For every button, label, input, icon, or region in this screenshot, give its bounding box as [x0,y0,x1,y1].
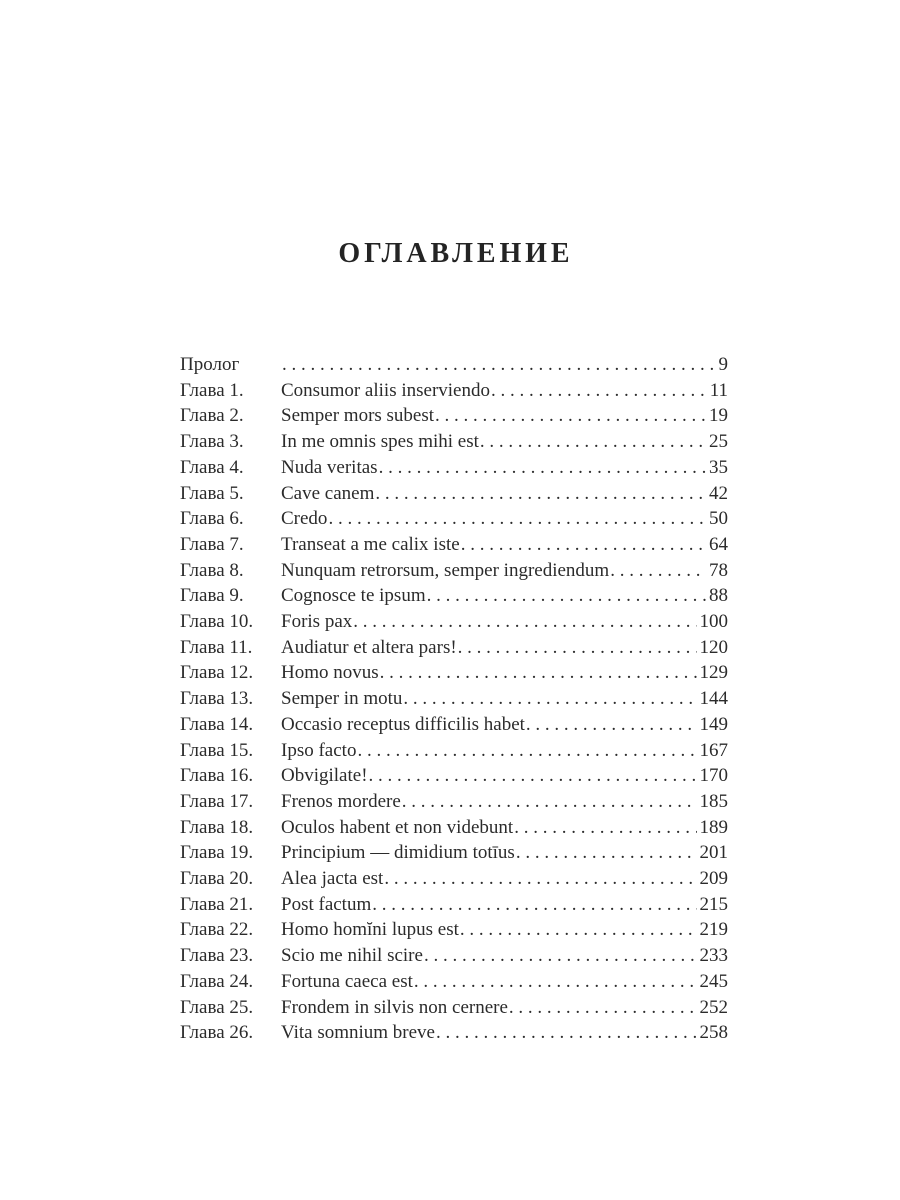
toc-entry [180,429,728,455]
toc-entry-page-number: 185 [699,790,728,812]
toc-entry [180,789,728,815]
toc-entry-title: Ipso facto [281,739,357,761]
toc-entry-page-number: 9 [718,354,728,375]
toc-entry-title: Nunquam retrorsum, semper ingrediendum [281,559,610,581]
toc-entry-title: Credo [281,508,328,530]
toc-entry-title: Post factum [281,893,372,915]
toc-entry-label: Глава 1. [180,379,244,401]
toc-entry-label: Глава 8. [180,559,244,581]
toc-entry-page-number: 88 [709,585,728,607]
toc-entry-title: Occasio receptus difficilis habet [281,713,525,735]
toc-entry-dot-leader [515,840,697,866]
toc-entry [180,943,728,969]
toc-entry [180,866,728,892]
toc-entry [180,532,728,558]
toc-entry-title: Principium — dimidium totīus [281,842,515,864]
toc-entry-title: Vita somnium breve [281,1022,435,1044]
toc-entry-title: Cognosce te ipsum [281,585,426,607]
toc-entry [180,738,728,764]
toc-entry-dot-leader [383,866,696,892]
toc-entry-page-number: 50 [709,508,728,530]
toc-entry-label: Глава 19. [180,842,254,864]
toc-entry-title: Oculos habent et non videbunt [281,816,514,838]
toc-entry-dot-leader [479,429,706,455]
toc-entry-page-number: 215 [699,893,728,915]
toc-entry-label: Глава 3. [180,431,244,453]
toc-entry [180,712,728,738]
toc-entry-label: Глава 10. [180,611,254,633]
toc-entry [180,995,728,1021]
toc-entry [180,892,728,918]
toc-entry-dot-leader [457,635,697,661]
toc-entry-label: Глава 25. [180,996,254,1018]
toc-entry-label: Глава 24. [180,970,254,992]
toc-entry-dot-leader [434,403,706,429]
toc-entry-title: Semper in motu [281,688,403,710]
toc-entry-title: Frondem in silvis non cernere [281,996,508,1018]
toc-entry-dot-leader [513,815,696,841]
toc-entry-page-number: 78 [709,559,728,581]
toc-entry-dot-leader [460,532,706,558]
toc-entry-title: Alea jacta est [281,868,384,890]
toc-entry-page-number: 149 [699,713,728,735]
toc-entry-page-number: 167 [699,739,728,761]
toc-entry-page-number: 245 [699,970,728,992]
toc-entry-dot-leader [525,712,697,738]
toc-entry-dot-leader [374,481,706,507]
toc-entry-title: Obvigilate! [281,765,368,787]
toc-entry-page-number: 252 [699,996,728,1018]
toc-entry-label: Глава 15. [180,739,254,761]
toc-entry [180,969,728,995]
toc-entry-page-number: 258 [699,1022,728,1044]
toc-entry-label: Глава 5. [180,482,244,504]
toc-list [180,352,728,1046]
toc-entry-dot-leader [356,738,696,764]
toc-entry-page-number: 129 [699,662,728,684]
toc-entry-page-number: 219 [699,919,728,941]
toc-entry-label: Глава 9. [180,585,244,607]
toc-entry-label: Глава 13. [180,688,254,710]
toc-entry [180,609,728,635]
toc-entry [180,635,728,661]
toc-entry [180,686,728,712]
toc-entry-dot-leader [435,1020,697,1046]
toc-entry-page-number: 64 [709,533,728,555]
toc-entry-label: Глава 7. [180,533,244,555]
toc-entry-title: Fortuna caeca est [281,970,413,992]
toc-entry-dot-leader [402,686,696,712]
toc-entry [180,660,728,686]
toc-entry-dot-leader [327,506,706,532]
toc-entry-dot-leader [413,969,697,995]
toc-entry-label: Пролог [180,354,240,375]
toc-entry-title: Foris pax [281,611,353,633]
toc-entry-page-number: 35 [709,456,728,478]
toc-entry [180,763,728,789]
toc-entry-page-number: 120 [699,636,728,658]
toc-entry-label: Глава 26. [180,1022,254,1044]
toc-entry [180,481,728,507]
toc-entry-label: Глава 17. [180,790,254,812]
toc-entry [180,917,728,943]
toc-entry-title: Audiatur et altera pars! [281,636,457,658]
toc-entry-dot-leader [508,995,697,1021]
page-title: ОГЛАВЛЕНИЕ [338,238,574,269]
toc-entry-page-number: 100 [699,611,728,633]
toc-entry-dot-leader [281,352,716,378]
toc-entry-dot-leader [368,763,697,789]
toc-entry-label: Глава 12. [180,662,254,684]
toc-entry-label: Глава 2. [180,405,244,427]
toc-entry-title: Homo homĭni lupus est [281,919,459,941]
toc-entry [180,455,728,481]
toc-entry-title: Homo novus [281,662,379,684]
toc-entry-label: Глава 23. [180,945,254,967]
toc-entry-label: Глава 6. [180,508,244,530]
toc-entry-dot-leader [609,558,706,584]
toc-entry-title: Scio me nihil scire [281,945,423,967]
toc-entry-page-number: 201 [699,842,728,864]
toc-entry-page-number: 25 [709,431,728,453]
toc-entry-label: Глава 14. [180,713,254,735]
toc-entry [180,352,728,378]
toc-entry-dot-leader [459,917,697,943]
toc-entry-title: Transeat a me calix iste [281,533,460,555]
toc-entry-page-number: 19 [709,405,728,427]
toc-entry-title: Nuda veritas [281,456,378,478]
toc-entry-label: Глава 4. [180,456,244,478]
toc-entry [180,840,728,866]
toc-entry-label: Глава 16. [180,765,254,787]
toc-entry [180,583,728,609]
toc-entry-page-number: 170 [699,765,728,787]
toc-entry-dot-leader [423,943,697,969]
toc-entry-label: Глава 22. [180,919,254,941]
toc-entry [180,1020,728,1046]
toc-entry-dot-leader [352,609,696,635]
toc-entry-title: In me omnis spes mihi est [281,431,479,453]
toc-entry-dot-leader [490,378,707,404]
toc-entry-dot-leader [401,789,697,815]
toc-entry-page-number: 209 [699,868,728,890]
toc-entry [180,815,728,841]
toc-entry-label: Глава 20. [180,868,254,890]
toc-entry-dot-leader [371,892,696,918]
toc-entry-dot-leader [379,660,697,686]
toc-entry-title: Frenos mordere [281,790,401,812]
toc-entry-dot-leader [378,455,706,481]
toc-entry-title: Cave canem [281,482,375,504]
toc-entry-page-number: 144 [699,688,728,710]
toc-entry-label: Глава 21. [180,893,254,915]
toc-entry [180,403,728,429]
toc-entry-label: Глава 18. [180,816,254,838]
toc-entry [180,558,728,584]
toc-entry-title: Consumor aliis inserviendo [281,379,490,401]
toc-entry [180,506,728,532]
toc-entry [180,378,728,404]
toc-entry-page-number: 233 [699,945,728,967]
toc-entry-label: Глава 11. [180,636,253,658]
toc-entry-page-number: 42 [709,482,728,504]
toc-entry-dot-leader [426,583,706,609]
toc-entry-title: Semper mors subest [281,405,435,427]
toc-entry-page-number: 189 [699,816,728,838]
toc-entry-page-number: 11 [709,379,728,401]
